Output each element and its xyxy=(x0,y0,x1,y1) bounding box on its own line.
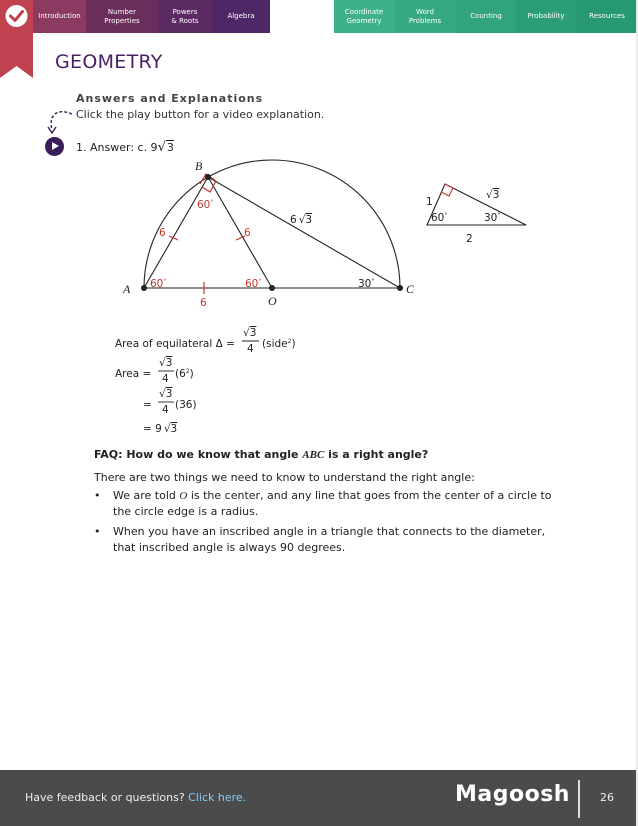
point-a xyxy=(141,285,147,291)
faq-bullet-2 xyxy=(94,524,564,556)
feedback-link[interactable]: Click here. xyxy=(188,791,247,804)
eq4: = 9 √3 xyxy=(143,423,178,435)
ref-side-right: √3 xyxy=(486,189,500,201)
label-b: B xyxy=(195,159,203,173)
faq-question-post: is a right angle? xyxy=(324,448,429,461)
page-number: 26 xyxy=(600,791,614,804)
answer-root: 3 xyxy=(166,141,174,154)
eq3-num: √3 xyxy=(159,388,173,400)
eq3-den: 4 xyxy=(162,404,169,416)
side-bc-label: 6 √3 xyxy=(290,214,313,226)
segment-bc xyxy=(208,177,400,288)
faq-question-var: ABC xyxy=(302,449,325,461)
faq-question-pre: FAQ: How do we know that angle xyxy=(94,448,303,461)
bullet-dot: • xyxy=(94,525,101,538)
label-a: A xyxy=(123,282,131,296)
page-title: GEOMETRY xyxy=(55,51,163,73)
eq1-den: 4 xyxy=(247,343,254,355)
eq2-num: √3 xyxy=(159,357,173,369)
bullet1-post: is the center, and any line that goes from the center of a circle to the circle edge is a radius. xyxy=(113,489,552,518)
tab-label: Coordinate Geometry xyxy=(344,7,384,25)
eq2-den: 4 xyxy=(162,373,169,385)
tab-counting[interactable]: Counting xyxy=(456,0,516,33)
feedback-label: Have feedback or questions? xyxy=(25,791,189,804)
tab-label: Powers & Roots xyxy=(171,7,199,25)
tab-resources[interactable]: Resources xyxy=(576,0,638,33)
angle-o-label: 60° xyxy=(245,278,262,290)
tab-probability[interactable]: Probability xyxy=(516,0,576,33)
segment-ab xyxy=(144,177,208,288)
eq2-label: Area = xyxy=(115,368,152,380)
bullet1-var: O xyxy=(179,490,188,502)
point-c xyxy=(397,285,403,291)
tab-label: Number Properties xyxy=(104,7,140,25)
tab-algebra[interactable]: Algebra xyxy=(212,0,270,33)
reference-triangle xyxy=(426,184,526,245)
magoosh-logo-text: Magoosh xyxy=(455,782,570,807)
eq1-num: √3 xyxy=(243,327,257,339)
faq-bullet-1 xyxy=(94,488,564,520)
point-o xyxy=(269,285,275,291)
footer-divider xyxy=(578,780,580,818)
bullet-dot: • xyxy=(94,489,101,502)
ref-base: 2 xyxy=(466,233,473,245)
faq-question xyxy=(94,448,428,461)
angle-c-label: 30° xyxy=(358,278,375,290)
side-bo-label: 6 xyxy=(244,227,251,239)
segment-bo xyxy=(208,177,272,288)
tab-label: Word Problems xyxy=(408,7,442,25)
footer xyxy=(0,770,638,826)
eq1-label: Area of equilateral Δ = xyxy=(115,338,235,350)
ref-angle-right: 30° xyxy=(484,212,501,224)
sqrt-icon: √ xyxy=(157,140,166,155)
semicircle xyxy=(144,160,400,288)
answer-text: 1. Answer: c. 9 xyxy=(76,141,158,154)
video-hint: Click the play button for a video explanation. xyxy=(76,108,325,121)
label-c: C xyxy=(406,282,415,296)
label-o: O xyxy=(268,294,277,308)
faq-intro: There are two things we need to know to understand the right angle: xyxy=(94,471,475,484)
bullet1-pre: We are told xyxy=(113,489,180,502)
side-ab-label: 6 xyxy=(159,227,166,239)
feedback-text xyxy=(25,791,246,804)
tab-introduction[interactable]: Introduction xyxy=(33,0,86,33)
magoosh-logo xyxy=(455,782,570,807)
bullet2-text: When you have an inscribed angle in a triangle that connects to the diameter, that inscribed angle is always 90 degrees. xyxy=(113,525,546,554)
ref-side-left: 1 xyxy=(426,196,433,208)
section-heading: Answers and Explanations xyxy=(76,92,264,105)
eq3-tail: (36) xyxy=(175,399,197,411)
eq2-tail: $(6^2)$ xyxy=(175,368,194,380)
angle-b-label: 60° xyxy=(197,199,214,211)
eq3-label: = xyxy=(143,399,152,411)
point-b xyxy=(205,174,211,180)
angle-a-label: 60° xyxy=(150,278,167,290)
ref-angle-left: 60° xyxy=(431,212,448,224)
eq1-tail: (side$^2$) xyxy=(262,338,296,350)
side-ao-label: 6 xyxy=(200,297,207,309)
